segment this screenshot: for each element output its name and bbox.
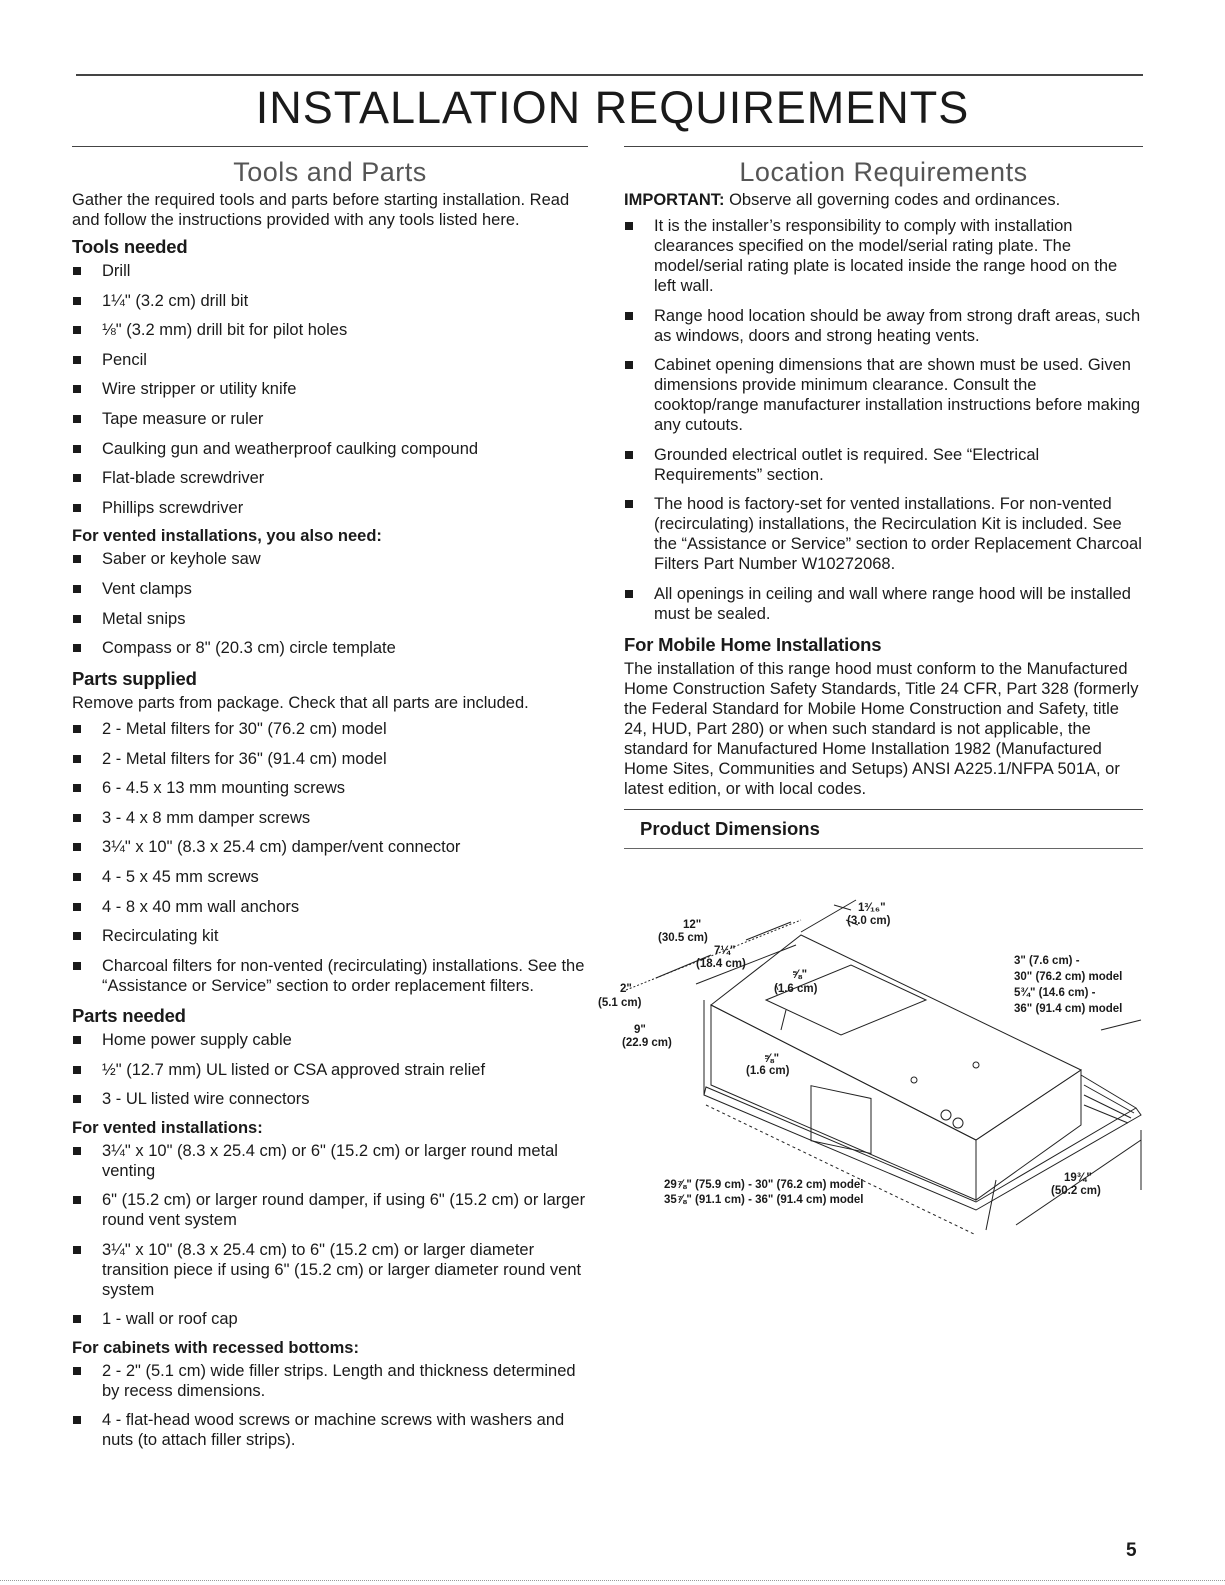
list-item: Grounded electrical outlet is required. See “Electrical Requirements” section. [624, 445, 1143, 485]
dim-r4-label: 36" (91.4 cm) model [1014, 1003, 1123, 1015]
bottom-rule [0, 1580, 1225, 1581]
important-label: IMPORTANT: [624, 191, 725, 209]
location-list [624, 216, 1143, 624]
dim-58b-cm-label: (1.6 cm) [746, 1065, 790, 1077]
list-item: Wire stripper or utility knife [72, 379, 588, 399]
important-note [624, 190, 1143, 210]
tools-parts-section [72, 146, 588, 1460]
list-item: 3¼" x 10" (8.3 x 25.4 cm) to 6" (15.2 cm) or larger diameter transition piece if using 6" (15.2 cm) or larger diameter round vent system [72, 1240, 588, 1300]
list-item: Range hood location should be away from strong draft areas, such as windows, doors and strong heating vents. [624, 306, 1143, 346]
list-item: 1¼" (3.2 cm) drill bit [72, 291, 588, 311]
dimensions-title: Product Dimensions [640, 817, 820, 839]
section-rule [72, 146, 588, 147]
list-item: 6 - 4.5 x 13 mm mounting screws [72, 778, 588, 798]
list-item: Vent clamps [72, 579, 588, 599]
mobile-text: The installation of this range hood must conform to the Manufactured Home Construction Safety Standards, Title 24 CFR, Part 328 (formerly the Federal Standard for Mobile Home Construction and Safety, title 24, HUD, Part 280) or when such standard is not applicable, the standard for Manufactured Home Installation 1982 (Manufactured Home Sites, Communities and Setups) ANSI A225.1/NFPA 501A, or latest edition, or with local codes. [624, 659, 1139, 798]
vented-heading: For vented installations, you also need: [72, 527, 382, 546]
list-item: All openings in ceiling and wall where range hood will be installed must be sealed. [624, 584, 1143, 624]
list-item: 3¼" x 10" (8.3 x 25.4 cm) or 6" (15.2 cm) or larger round metal venting [72, 1141, 588, 1181]
list-item: 6" (15.2 cm) or larger round damper, if using 6" (15.2 cm) or larger round vent system [72, 1190, 588, 1230]
list-item: ½" (12.7 mm) UL listed or CSA approved strain relief [72, 1060, 588, 1080]
list-item: Pencil [72, 350, 588, 370]
needed-list [72, 1030, 588, 1109]
list-item: Saber or keyhole saw [72, 549, 588, 569]
dim-2-cm-label: (5.1 cm) [598, 997, 642, 1009]
vented-installations-heading: For vented installations: [72, 1118, 263, 1137]
cabinets-list [72, 1361, 588, 1451]
dim-w2-label: 35⅞" (91.1 cm) - 36" (91.4 cm) model [664, 1194, 864, 1206]
list-item: Metal snips [72, 609, 588, 629]
list-item: Compass or 8" (20.3 cm) circle template [72, 638, 588, 658]
vented-list [72, 549, 588, 658]
list-item: Recirculating kit [72, 926, 588, 946]
mobile-heading: For Mobile Home Installations [624, 633, 882, 655]
dim-12-cm-label: (30.5 cm) [658, 932, 708, 944]
section-rule [624, 146, 1143, 147]
dim-depth-cm-label: (50.2 cm) [1051, 1185, 1101, 1197]
list-item: It is the installer’s responsibility to comply with installation clearances specified on the model/serial rating plate. The model/serial rating plate is located inside the range hood on the left wall. [624, 216, 1143, 296]
list-item: 3¼" x 10" (8.3 x 25.4 cm) damper/vent connector [72, 837, 588, 857]
dim-r1-label: 3" (7.6 cm) - [1014, 955, 1080, 967]
list-item: 3 - UL listed wire connectors [72, 1089, 588, 1109]
list-item: The hood is factory-set for vented installations. For non-vented (recirculating) installations, the Recirculation Kit is included. See the “Assistance or Service” section to order Replacement Charcoal Filters Part Number W10272068. [624, 494, 1143, 574]
list-item: Tape measure or ruler [72, 409, 588, 429]
important-text: Observe all governing codes and ordinances. [724, 191, 1061, 209]
dim-9-cm-label: (22.9 cm) [622, 1037, 672, 1049]
dim-58b-label: ⅝" [764, 1053, 780, 1065]
location-section [624, 146, 1143, 849]
top-rule [76, 74, 1143, 76]
dim-7-label: 7¼" [714, 945, 736, 957]
product-dimensions-box [624, 809, 1143, 849]
list-item: Caulking gun and weatherproof caulking compound [72, 439, 588, 459]
supplied-intro: Remove parts from package. Check that all parts are included. [72, 694, 529, 713]
dim-12-label: 12" [683, 919, 702, 931]
tools-heading: Tools needed [72, 236, 188, 257]
list-item: ⅛" (3.2 mm) drill bit for pilot holes [72, 320, 588, 340]
dim-depth-label: 19¾" [1064, 1172, 1092, 1184]
supplied-list [72, 719, 588, 996]
dim-2-label: 2" [620, 983, 632, 995]
section-title: Tools and Parts [233, 157, 427, 187]
section-title: Location Requirements [739, 157, 1028, 187]
list-item: 4 - 5 x 45 mm screws [72, 867, 588, 887]
list-item: Charcoal filters for non-vented (recirculating) installations. See the “Assistance or Service” section to order replacement filters. [72, 956, 588, 996]
section-rule [624, 809, 1143, 810]
intro-text: Gather the required tools and parts before starting installation. Read and follow the instructions provided with any tools listed here. [72, 191, 570, 229]
dim-9-label: 9" [634, 1024, 646, 1036]
dim-1-label: 1³⁄₁₆" [858, 902, 886, 914]
list-item: 2 - 2" (5.1 cm) wide filler strips. Length and thickness determined by recess dimensions. [72, 1361, 588, 1401]
list-item: Cabinet opening dimensions that are shown must be used. Given dimensions provide minimum clearance. Consult the cooktop/range manufacturer installation instructions before making any cutouts. [624, 355, 1143, 435]
list-item: Drill [72, 261, 588, 281]
page-number: 5 [1126, 1540, 1137, 1561]
dimensions-rule [624, 848, 1143, 849]
range-hood-dimension-diagram [596, 880, 1156, 1250]
list-item: 4 - flat-head wood screws or machine screws with washers and nuts (to attach filler strips). [72, 1410, 588, 1450]
list-item: 2 - Metal filters for 30" (76.2 cm) model [72, 719, 588, 739]
list-item: 1 - wall or roof cap [72, 1309, 588, 1329]
page-title: INSTALLATION REQUIREMENTS [255, 82, 970, 133]
vented-installations-list [72, 1141, 588, 1330]
dim-r2-label: 30" (76.2 cm) model [1014, 971, 1123, 983]
list-item: Flat-blade screwdriver [72, 468, 588, 488]
dim-58a-label: ⅝" [792, 969, 808, 981]
list-item: 2 - Metal filters for 36" (91.4 cm) model [72, 749, 588, 769]
dim-r3-label: 5¾" (14.6 cm) - [1014, 987, 1096, 999]
dim-7-cm-label: (18.4 cm) [696, 958, 746, 970]
list-item: Phillips screwdriver [72, 498, 588, 518]
needed-heading: Parts needed [72, 1005, 186, 1027]
dim-58a-cm-label: (1.6 cm) [774, 983, 818, 995]
dim-1-cm-label: (3.0 cm) [847, 915, 891, 927]
supplied-heading: Parts supplied [72, 668, 197, 690]
tools-list [72, 261, 588, 518]
list-item: 4 - 8 x 40 mm wall anchors [72, 897, 588, 917]
cabinets-heading: For cabinets with recessed bottoms: [72, 1338, 359, 1357]
list-item: Home power supply cable [72, 1030, 588, 1050]
dim-w1-label: 29⅞" (75.9 cm) - 30" (76.2 cm) model [664, 1179, 864, 1191]
list-item: 3 - 4 x 8 mm damper screws [72, 808, 588, 828]
